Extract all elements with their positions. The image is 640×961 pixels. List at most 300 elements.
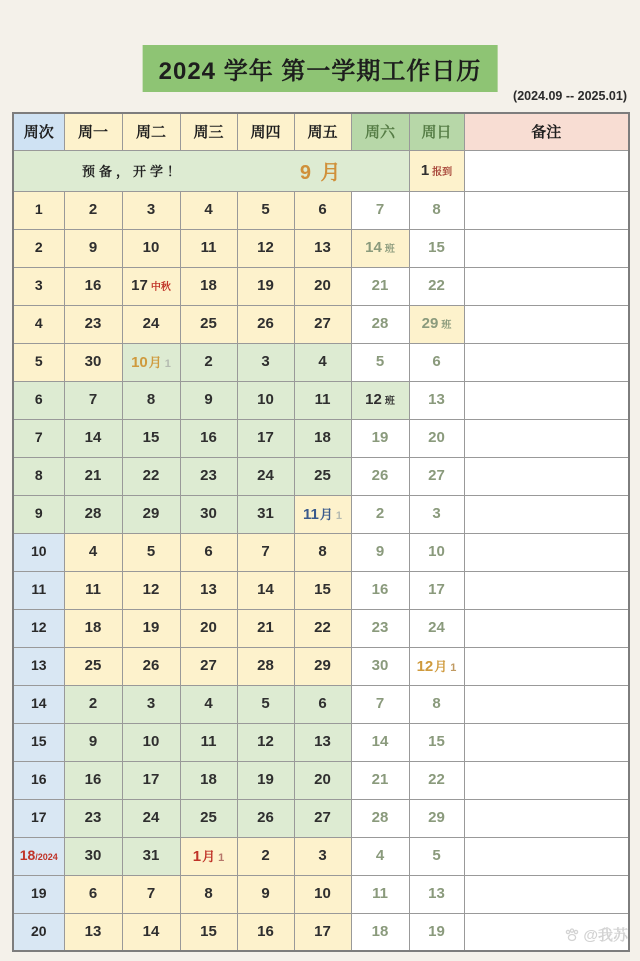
- day-cell: [351, 837, 409, 875]
- day-number: 17: [428, 581, 445, 598]
- day-number: 11: [200, 239, 217, 256]
- weeknum-cell: [13, 609, 64, 647]
- paw-icon: [564, 927, 580, 943]
- day-cell: [180, 343, 237, 381]
- day-number: 22: [428, 277, 445, 294]
- day-cell: [180, 799, 237, 837]
- day-cell: [180, 761, 237, 799]
- week-row: [13, 267, 629, 305]
- week-row: [13, 343, 629, 381]
- day-number: 5: [375, 353, 385, 370]
- day-number: 6: [432, 353, 441, 370]
- day-cell: [122, 571, 180, 609]
- day-cell: [180, 875, 237, 913]
- day-cell: [122, 381, 180, 419]
- day-number: 3: [146, 695, 156, 712]
- day-number: 7: [375, 695, 385, 712]
- day-number: 4: [204, 201, 213, 218]
- month-banner-row: [13, 150, 629, 191]
- month-label-september: 9 月: [299, 162, 343, 184]
- day-tag: 班: [441, 320, 452, 331]
- weeknum-cell: [13, 381, 64, 419]
- day-number: 26: [371, 467, 389, 484]
- week-number: 12: [30, 619, 47, 635]
- day-cell: [64, 381, 122, 419]
- day-number: 22: [428, 771, 445, 788]
- date-range-label: (2024.09 -- 2025.01): [513, 89, 627, 103]
- day-number: 19: [428, 922, 445, 940]
- week-number: 1: [34, 201, 43, 217]
- day-cell: [351, 761, 409, 799]
- day-cell: [122, 457, 180, 495]
- day-number: 8: [432, 201, 441, 218]
- day-cell: [64, 837, 122, 875]
- weeknum-cell: [13, 533, 64, 571]
- day-number: 15: [314, 581, 331, 598]
- week-row: [13, 381, 629, 419]
- day-cell: [122, 267, 180, 305]
- day-number: 13: [428, 391, 445, 408]
- day-number: 9: [375, 543, 385, 560]
- day-number: 10: [314, 885, 331, 902]
- week-number: 5: [34, 353, 43, 369]
- day-cell: [180, 381, 237, 419]
- day-number: 1: [420, 161, 430, 179]
- month-first-day: 1: [218, 852, 225, 864]
- day-cell: [409, 343, 464, 381]
- day-cell: [409, 609, 464, 647]
- month-first-day: 1: [164, 358, 171, 370]
- day-number: 4: [375, 847, 385, 864]
- day-cell: [294, 799, 351, 837]
- month-first-day: 1: [450, 662, 457, 674]
- day-number: 31: [257, 505, 274, 522]
- school-start-note: 预备，开学！: [82, 164, 185, 179]
- day-number: 22: [142, 467, 160, 484]
- day-number: 7: [88, 391, 98, 408]
- day-cell: [351, 799, 409, 837]
- day-number: 27: [200, 657, 217, 674]
- day-cell: [237, 267, 294, 305]
- header-tuesday: 周二: [122, 113, 180, 150]
- day-cell: [180, 913, 237, 951]
- day-number: 19: [257, 771, 274, 788]
- week-number: 15: [30, 733, 47, 749]
- day-cell: [122, 419, 180, 457]
- day-cell: [122, 913, 180, 951]
- day-cell: [64, 761, 122, 799]
- day-number: 20: [314, 277, 331, 294]
- day-number: 31: [142, 847, 160, 864]
- note-cell: [464, 837, 629, 875]
- week-row: [13, 761, 629, 799]
- day-number: 14: [365, 239, 382, 256]
- day-cell: [64, 305, 122, 343]
- week-number: 17: [30, 809, 47, 825]
- week-row: [13, 305, 629, 343]
- header-week-number: 周次: [13, 113, 64, 150]
- day-number: 23: [84, 315, 102, 332]
- day-cell: [409, 799, 464, 837]
- weeknum-cell: [13, 913, 64, 951]
- month-unit: 月: [434, 659, 448, 674]
- day-number: 5: [261, 695, 270, 712]
- header-row: [13, 113, 629, 150]
- day-cell: [237, 723, 294, 761]
- day-cell: [237, 761, 294, 799]
- day-number: 29: [428, 809, 445, 826]
- day-cell: [351, 723, 409, 761]
- day-cell: [294, 457, 351, 495]
- day-cell: [409, 495, 464, 533]
- day-cell: [351, 495, 409, 533]
- day-number: 26: [257, 315, 274, 332]
- note-cell: [464, 150, 629, 191]
- day-cell: [409, 305, 464, 343]
- day-number: 2: [88, 695, 98, 712]
- day-cell: [122, 647, 180, 685]
- note-cell: [464, 457, 629, 495]
- day-cell: [180, 685, 237, 723]
- day-cell: [409, 229, 464, 267]
- day-cell: [122, 609, 180, 647]
- day-number: 17: [314, 922, 331, 940]
- day-number: 12: [365, 391, 382, 408]
- weeknum-cell: [13, 647, 64, 685]
- weeknum-cell: [13, 495, 64, 533]
- day-cell: [351, 229, 409, 267]
- day-cell: [294, 191, 351, 229]
- week-number: 19: [30, 885, 47, 901]
- note-cell: [464, 609, 629, 647]
- day-number: 16: [257, 922, 274, 940]
- day-cell: [237, 343, 294, 381]
- day-number: 13: [428, 885, 445, 902]
- day-cell: [351, 343, 409, 381]
- day-cell: [351, 685, 409, 723]
- week-number: 10: [30, 543, 47, 559]
- day-number: 30: [84, 847, 102, 864]
- month-unit: 月: [202, 849, 216, 864]
- day-number: 18: [84, 619, 102, 636]
- day-number: 29: [421, 315, 439, 332]
- day-number: 21: [371, 771, 389, 788]
- day-cell: [180, 647, 237, 685]
- day-number: 9: [88, 733, 98, 750]
- day-cell: [64, 191, 122, 229]
- day-number: 6: [88, 885, 98, 902]
- day-number: 27: [314, 809, 331, 826]
- day-number: 11: [372, 885, 388, 902]
- day-number: 25: [200, 809, 217, 826]
- note-cell: [464, 571, 629, 609]
- day-number: 11: [200, 733, 217, 750]
- calendar-table: [12, 112, 630, 952]
- day-number: 8: [432, 695, 441, 712]
- day-number: 20: [314, 771, 331, 788]
- week-row: [13, 799, 629, 837]
- day-number: 7: [146, 885, 156, 902]
- watermark-text: @我苏: [583, 927, 628, 944]
- header-saturday: 周六: [351, 113, 409, 150]
- day-cell: [237, 647, 294, 685]
- day-number: 13: [84, 922, 102, 940]
- day-number: 2: [261, 847, 270, 864]
- weeknum-cell: [13, 571, 64, 609]
- day-cell: [64, 419, 122, 457]
- day-number: 27: [314, 315, 331, 332]
- weeknum-cell: [13, 723, 64, 761]
- day-cell: [122, 229, 180, 267]
- day-number: 16: [200, 429, 217, 446]
- day-cell: [294, 761, 351, 799]
- day-cell: [237, 419, 294, 457]
- weeknum-cell: [13, 419, 64, 457]
- day-number: 5: [146, 543, 156, 560]
- day-cell: [237, 457, 294, 495]
- month-first-day: 1: [335, 510, 342, 522]
- day-number: 6: [318, 201, 327, 218]
- week-row: [13, 609, 629, 647]
- day-cell: [294, 381, 351, 419]
- day-number: 24: [257, 467, 274, 484]
- weeknum-cell: [13, 305, 64, 343]
- weeknum-cell: [13, 799, 64, 837]
- day-cell: [64, 647, 122, 685]
- day-cell: [237, 381, 294, 419]
- note-cell: [464, 533, 629, 571]
- day-cell: [294, 723, 351, 761]
- day-cell: [409, 191, 464, 229]
- day-number: 19: [142, 619, 160, 636]
- day-cell: [64, 229, 122, 267]
- weeknum-cell: [13, 685, 64, 723]
- day-number: 13: [200, 581, 217, 598]
- day-cell: [237, 685, 294, 723]
- day-cell: [351, 419, 409, 457]
- day-number: 5: [432, 847, 441, 864]
- week-number-suffix: /2024: [35, 852, 58, 862]
- day-number: 9: [204, 391, 213, 408]
- day-cell: [64, 267, 122, 305]
- week-row: [13, 457, 629, 495]
- day-cell: [351, 609, 409, 647]
- day-cell: [351, 533, 409, 571]
- week-number: 2: [34, 239, 43, 255]
- day-cell: [294, 495, 351, 533]
- day-number: 27: [428, 467, 445, 484]
- watermark: [564, 924, 628, 945]
- day-cell: [237, 875, 294, 913]
- day-number: 25: [314, 467, 331, 484]
- day-cell: [237, 609, 294, 647]
- day-number: 15: [200, 922, 217, 940]
- day-cell: [294, 647, 351, 685]
- day-number: 8: [318, 543, 327, 560]
- weeknum-cell: [13, 837, 64, 875]
- week-row: [13, 685, 629, 723]
- day-number: 8: [146, 391, 156, 408]
- week-number: 13: [30, 657, 47, 673]
- day-number: 28: [257, 657, 274, 674]
- day-cell: [237, 837, 294, 875]
- week-number: 4: [34, 315, 43, 331]
- day-number: 20: [428, 429, 445, 446]
- note-cell: [464, 267, 629, 305]
- day-number: 10: [131, 354, 148, 371]
- weeknum-cell: [13, 267, 64, 305]
- day-number: 2: [88, 201, 98, 218]
- day-cell: [409, 150, 464, 191]
- day-cell: [237, 571, 294, 609]
- day-number: 28: [371, 809, 389, 826]
- week-number: 14: [30, 695, 47, 711]
- day-cell: [409, 533, 464, 571]
- day-cell: [122, 875, 180, 913]
- day-number: 4: [318, 353, 327, 370]
- day-number: 29: [142, 505, 160, 522]
- day-number: 18: [371, 922, 389, 940]
- day-number: 23: [200, 467, 217, 484]
- week-row: [13, 875, 629, 913]
- day-number: 10: [257, 391, 274, 408]
- day-number: 13: [314, 733, 331, 750]
- day-number: 10: [142, 733, 160, 750]
- week-number: 20: [30, 922, 47, 939]
- day-cell: [351, 191, 409, 229]
- day-number: 7: [375, 201, 385, 218]
- week-row: [13, 191, 629, 229]
- day-number: 20: [200, 619, 217, 636]
- month-unit: 月: [148, 355, 162, 370]
- note-cell: [464, 761, 629, 799]
- day-cell: [351, 647, 409, 685]
- day-number: 6: [204, 543, 213, 560]
- day-number: 12: [416, 658, 434, 675]
- header-monday: 周一: [64, 113, 122, 150]
- day-cell: [294, 571, 351, 609]
- day-cell: [409, 761, 464, 799]
- day-number: 16: [84, 771, 102, 788]
- day-number: 12: [257, 239, 274, 256]
- day-cell: [64, 875, 122, 913]
- day-number: 21: [257, 619, 274, 636]
- day-number: 26: [257, 809, 274, 826]
- day-number: 25: [84, 657, 102, 674]
- day-cell: [122, 533, 180, 571]
- day-cell: [237, 191, 294, 229]
- day-cell: [180, 837, 237, 875]
- day-number: 16: [371, 581, 389, 598]
- day-cell: [180, 723, 237, 761]
- day-number: 16: [84, 277, 102, 294]
- note-cell: [464, 229, 629, 267]
- day-cell: [409, 685, 464, 723]
- day-cell: [180, 419, 237, 457]
- day-cell: [409, 381, 464, 419]
- day-cell: [237, 495, 294, 533]
- weeknum-cell: [13, 457, 64, 495]
- week-row: [13, 533, 629, 571]
- day-cell: [180, 495, 237, 533]
- day-number: 30: [84, 353, 102, 370]
- day-number: 4: [204, 695, 213, 712]
- day-number: 25: [200, 315, 217, 332]
- week-row: [13, 495, 629, 533]
- day-cell: [351, 305, 409, 343]
- day-cell: [294, 913, 351, 951]
- day-number: 3: [261, 353, 270, 370]
- day-number: 3: [432, 505, 441, 522]
- day-cell: [351, 457, 409, 495]
- day-cell: [64, 343, 122, 381]
- day-cell: [180, 267, 237, 305]
- header-friday: 周五: [294, 113, 351, 150]
- note-cell: [464, 381, 629, 419]
- day-cell: [64, 571, 122, 609]
- day-cell: [409, 267, 464, 305]
- day-number: 14: [257, 581, 274, 598]
- day-number: 28: [84, 505, 102, 522]
- day-number: 9: [261, 885, 270, 902]
- week-number: 11: [31, 581, 47, 597]
- day-number: 10: [428, 543, 445, 560]
- weeknum-cell: [13, 343, 64, 381]
- day-cell: [180, 457, 237, 495]
- day-number: 10: [142, 239, 160, 256]
- day-cell: [237, 913, 294, 951]
- week-number: 9: [34, 505, 43, 521]
- day-number: 12: [142, 581, 160, 598]
- day-number: 17: [257, 429, 274, 446]
- day-cell: [294, 343, 351, 381]
- note-cell: [464, 685, 629, 723]
- weeknum-cell: [13, 761, 64, 799]
- day-cell: [409, 837, 464, 875]
- day-cell: [122, 495, 180, 533]
- day-tag: 报到: [432, 166, 453, 178]
- month-unit: 月: [319, 507, 333, 522]
- day-cell: [351, 875, 409, 913]
- header-sunday: 周日: [409, 113, 464, 150]
- day-cell: [180, 229, 237, 267]
- note-cell: [464, 305, 629, 343]
- day-cell: [64, 457, 122, 495]
- day-cell: [237, 229, 294, 267]
- day-number: 2: [375, 505, 385, 522]
- day-cell: [409, 457, 464, 495]
- week-number: 3: [34, 277, 43, 293]
- day-cell: [294, 267, 351, 305]
- day-cell: [409, 647, 464, 685]
- day-number: 15: [428, 733, 445, 750]
- day-number: 24: [428, 619, 445, 636]
- note-cell: [464, 495, 629, 533]
- day-cell: [64, 533, 122, 571]
- day-number: 17: [142, 771, 160, 788]
- day-number: 11: [314, 391, 331, 408]
- weeknum-cell: [13, 229, 64, 267]
- day-number: 26: [142, 657, 160, 674]
- header-thursday: 周四: [237, 113, 294, 150]
- day-cell: [294, 609, 351, 647]
- day-number: 23: [84, 809, 102, 826]
- day-number: 3: [146, 201, 156, 218]
- day-cell: [180, 571, 237, 609]
- week-number: 18: [19, 847, 36, 863]
- day-number: 9: [88, 239, 98, 256]
- day-number: 6: [318, 695, 327, 712]
